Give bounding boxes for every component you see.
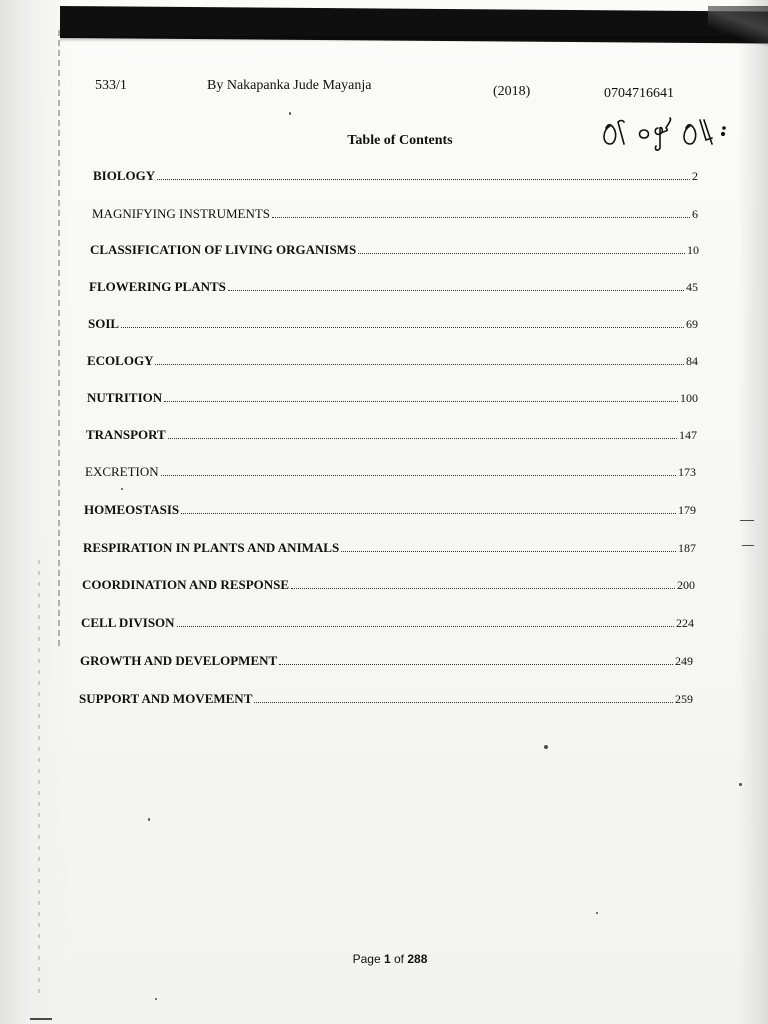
page-left-shadow xyxy=(0,0,72,1024)
toc-entry[interactable] xyxy=(79,686,693,706)
toc-entry-label: HOMEOSTASIS xyxy=(84,502,180,517)
toc-entry-page: 147 xyxy=(679,428,697,442)
phone-number: 0704716641 xyxy=(604,86,674,101)
author-line: By Nakapanka Jude Mayanja xyxy=(207,78,372,93)
toc-dot-leader xyxy=(121,327,684,328)
scan-speck xyxy=(596,912,598,914)
toc-entry-page: 200 xyxy=(677,578,695,592)
current-page-number: 1 xyxy=(383,952,391,966)
toc-entry-label: RESPIRATION IN PLANTS AND ANIMALS xyxy=(83,540,340,555)
toc-dot-leader xyxy=(164,401,678,402)
toc-entry-page: 69 xyxy=(686,317,698,331)
toc-entry-page: 45 xyxy=(686,280,698,294)
toc-entry[interactable] xyxy=(87,385,698,405)
toc-entry-label: FLOWERING PLANTS xyxy=(89,279,226,294)
toc-entry-page: 84 xyxy=(686,354,698,368)
toc-entry-label: COORDINATION AND RESPONSE xyxy=(82,577,290,592)
toc-entry[interactable] xyxy=(80,648,693,668)
toc-entry-page: 173 xyxy=(678,465,696,479)
toc-entry[interactable] xyxy=(84,497,696,517)
handwritten-note xyxy=(600,108,768,152)
toc-title: Table of Contents xyxy=(347,133,453,148)
scan-speck xyxy=(739,783,742,786)
scan-speck xyxy=(121,488,123,490)
toc-entry-page: 187 xyxy=(678,541,696,555)
total-page-count: 288 xyxy=(407,952,428,966)
toc-entry[interactable] xyxy=(83,535,696,555)
paper-code: 533/1 xyxy=(95,78,127,93)
toc-entry-label: SUPPORT AND MOVEMENT xyxy=(79,691,253,706)
toc-entry[interactable] xyxy=(86,422,697,442)
toc-dot-leader xyxy=(228,290,684,291)
scan-speck xyxy=(544,745,548,749)
toc-entry-label: GROWTH AND DEVELOPMENT xyxy=(80,653,278,668)
scan-speck xyxy=(148,818,150,821)
toc-entry[interactable] xyxy=(92,201,698,221)
binding-marks xyxy=(58,30,60,650)
toc-entry-page: 224 xyxy=(676,616,694,630)
toc-dot-leader xyxy=(254,702,673,703)
scan-speck xyxy=(155,998,157,1000)
toc-dot-leader xyxy=(181,513,676,514)
toc-entry-label: NUTRITION xyxy=(87,390,163,405)
scan-speck xyxy=(30,1018,52,1020)
scan-speck xyxy=(289,112,291,115)
toc-entry-page: 249 xyxy=(675,654,693,668)
scan-speck xyxy=(740,520,754,521)
corner-fold xyxy=(708,6,768,46)
toc-entry-page: 179 xyxy=(678,503,696,517)
toc-entry-page: 6 xyxy=(692,207,698,221)
toc-entry-label: MAGNIFYING INSTRUMENTS xyxy=(92,206,271,221)
toc-dot-leader xyxy=(358,253,685,254)
scan-speck xyxy=(742,545,754,546)
page-footer xyxy=(290,952,490,966)
toc-entry-label: BIOLOGY xyxy=(93,168,156,183)
toc-dot-leader xyxy=(168,438,677,439)
toc-entry[interactable] xyxy=(82,572,695,592)
toc-entry-label: CELL DIVISON xyxy=(81,615,175,630)
toc-entry[interactable] xyxy=(81,610,694,630)
toc-dot-leader xyxy=(291,588,675,589)
toc-dot-leader xyxy=(157,179,690,180)
toc-entry[interactable] xyxy=(85,459,696,479)
toc-dot-leader xyxy=(177,626,674,627)
toc-entry-page: 10 xyxy=(687,243,699,257)
toc-entry-page: 100 xyxy=(680,391,698,405)
toc-entry-label: SOIL xyxy=(88,316,120,331)
toc-dot-leader xyxy=(279,664,673,665)
toc-entry[interactable] xyxy=(89,274,698,294)
scan-top-shadow xyxy=(60,36,768,42)
toc-dot-leader xyxy=(341,551,676,552)
toc-dot-leader xyxy=(272,217,690,218)
toc-dot-leader xyxy=(155,364,684,365)
toc-entry-label: CLASSIFICATION OF LIVING ORGANISMS xyxy=(90,242,357,257)
year: (2018) xyxy=(493,84,531,99)
toc-entry-label: ECOLOGY xyxy=(87,353,154,368)
handwritten-note-drawing xyxy=(600,108,768,152)
binding-marks-lower xyxy=(38,560,40,1000)
footer-middle: of xyxy=(390,952,408,966)
toc-entry-page: 2 xyxy=(692,169,698,183)
page-right-shadow xyxy=(738,0,768,1024)
toc-dot-leader xyxy=(161,475,676,476)
toc-entry-label: TRANSPORT xyxy=(86,427,166,442)
document-header xyxy=(0,76,768,106)
toc-entry[interactable] xyxy=(87,348,698,368)
footer-prefix: Page xyxy=(352,952,384,966)
toc-entry-label: EXCRETION xyxy=(85,464,159,479)
toc-entry-page: 259 xyxy=(675,692,693,706)
toc-entry[interactable] xyxy=(88,311,698,331)
toc-entry[interactable] xyxy=(90,237,699,257)
toc-entry[interactable] xyxy=(93,163,698,183)
